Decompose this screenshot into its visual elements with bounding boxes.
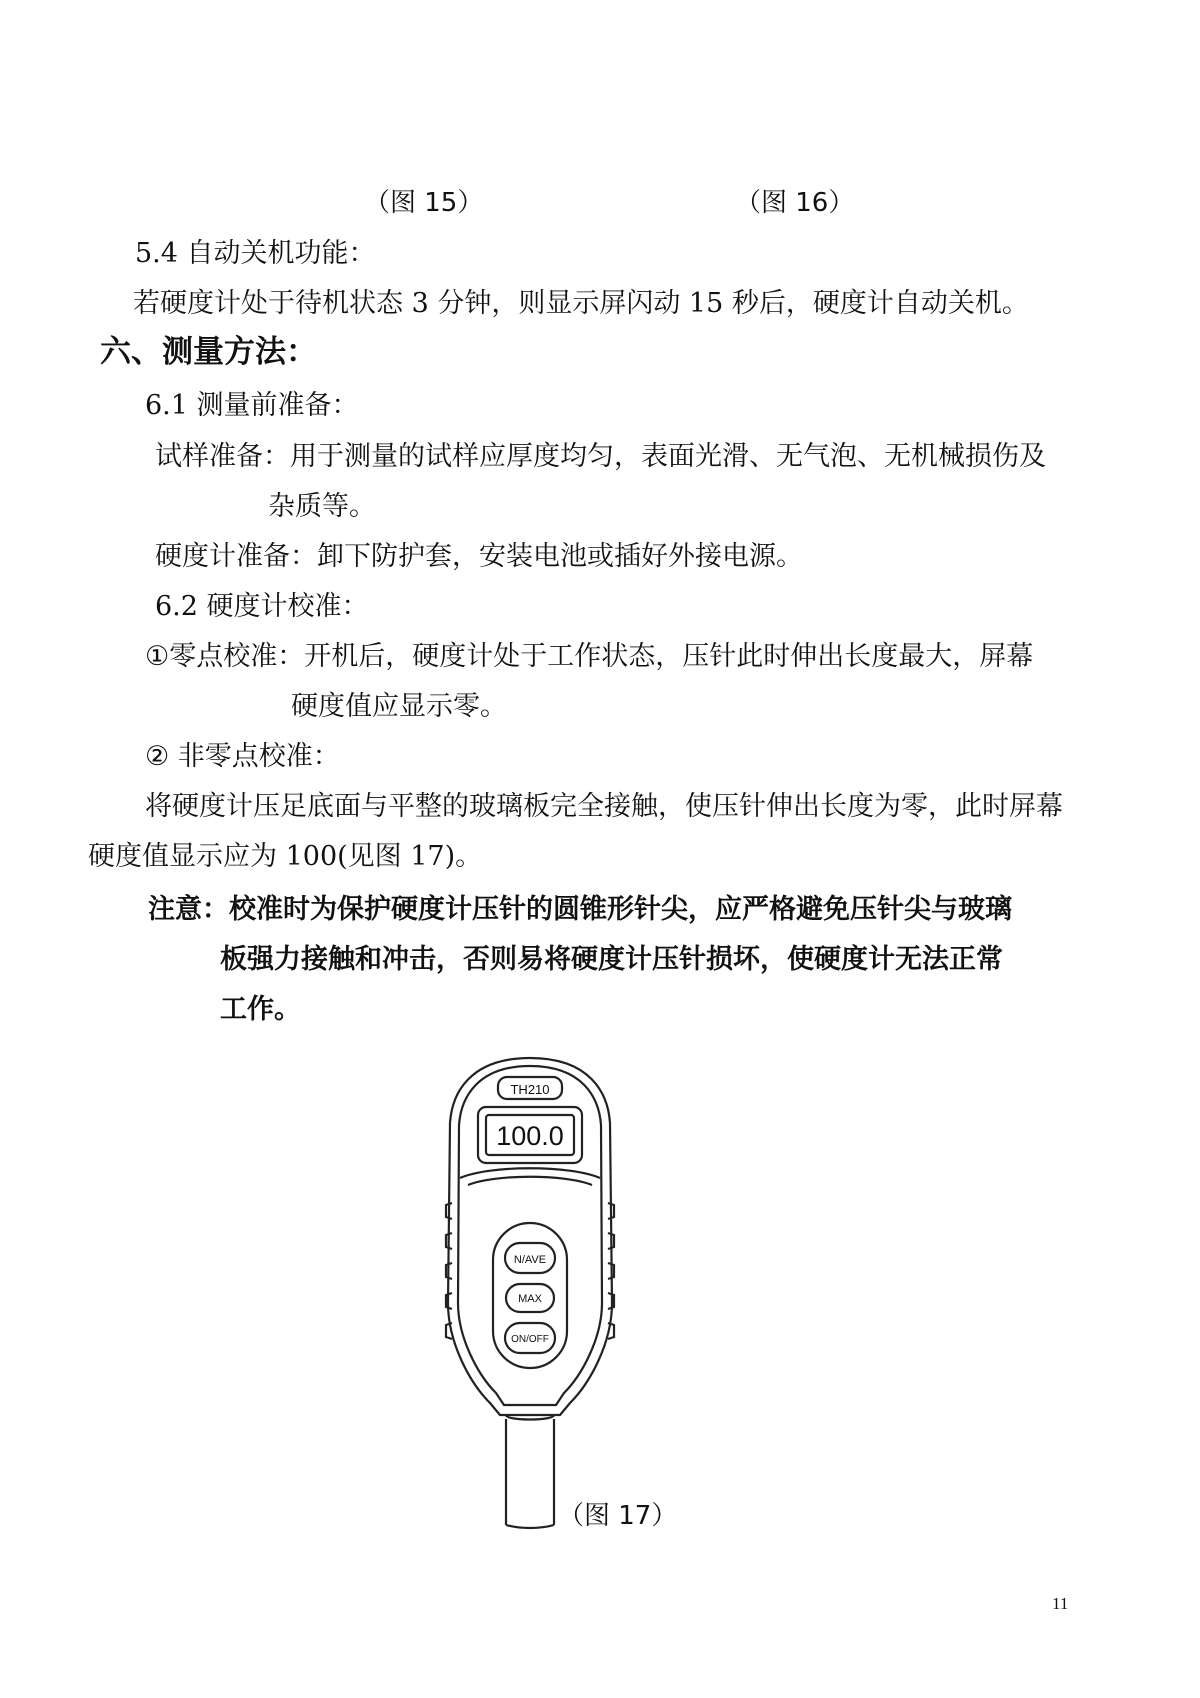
nonzero-calibration-title: ② 非零点校准： <box>145 741 340 772</box>
note-line2: 板强力接触和冲击，否则易将硬度计压针损坏，使硬度计无法正常 <box>220 944 1003 975</box>
section-6-1-title: 6.1 测量前准备： <box>145 390 359 421</box>
device-head-divider-inner <box>468 1177 592 1185</box>
hardness-tester-illustration <box>430 1053 630 1533</box>
figure-15-caption: （图 15） <box>364 188 484 218</box>
page-number: 11 <box>1052 1594 1069 1613</box>
zero-calibration-line2: 硬度值应显示零。 <box>291 691 507 722</box>
sample-prep-line1: 试样准备：用于测量的试样应厚度均匀，表面光滑、无气泡、无机械损伤及 <box>155 441 1046 472</box>
button-max-label: MAX <box>518 1293 542 1305</box>
model-label: TH210 <box>510 1082 550 1097</box>
section-5-4-title: 5.4 自动关机功能： <box>135 238 376 269</box>
button-n-ave-label: N/AVE <box>513 1254 547 1266</box>
section-6-2-title: 6.2 硬度计校准： <box>155 591 369 622</box>
display-value: 100.0 <box>496 1121 564 1151</box>
figure-16-caption: （图 16） <box>735 188 855 218</box>
sample-prep-line2: 杂质等。 <box>268 491 376 522</box>
probe-rod <box>506 1419 554 1528</box>
section-6-heading: 六、测量方法： <box>100 334 317 370</box>
nonzero-calibration-line1: 将硬度计压足底面与平整的玻璃板完全接触，使压针伸出长度为零，此时屏幕 <box>145 791 1063 822</box>
nonzero-calibration-line2: 硬度值显示应为 100(见图 17)。 <box>88 841 483 872</box>
zero-calibration-line1: ①零点校准：开机后，硬度计处于工作状态，压针此时伸出长度最大，屏幕 <box>145 641 1034 672</box>
tester-prep: 硬度计准备：卸下防护套，安装电池或插好外接电源。 <box>155 541 803 572</box>
section-5-4-body: 若硬度计处于待机状态 3 分钟，则显示屏闪动 15 秒后，硬度计自动关机。 <box>133 288 1029 319</box>
figure-17-caption: （图 17） <box>558 1501 678 1531</box>
device-inner-outline <box>458 1066 602 1405</box>
button-on-off-label: ON/OFF <box>511 1334 549 1345</box>
note-line1: 注意：校准时为保护硬度计压针的圆锥形针尖，应严格避免压针尖与玻璃 <box>148 894 1012 925</box>
note-line3: 工作。 <box>220 994 301 1025</box>
